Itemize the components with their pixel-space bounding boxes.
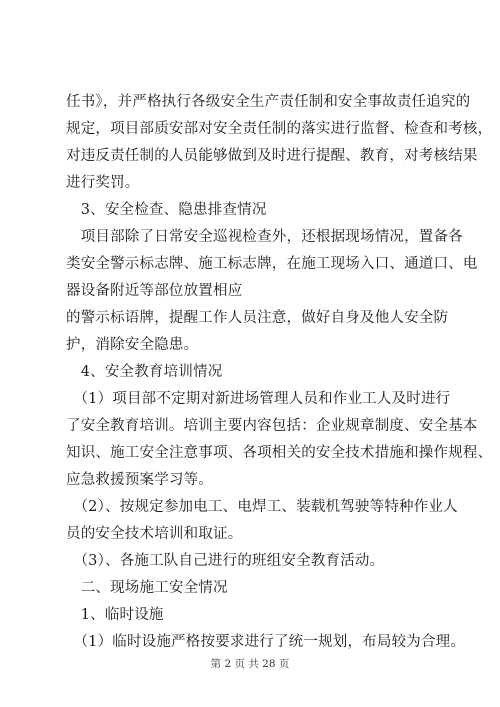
page-indicator: 第 2 页 共 28 页 <box>210 658 290 670</box>
body-line: 规定，项目部质安部对安全责任制的落实进行监督、检查和考核， <box>66 121 493 137</box>
body-line: 了安全教育培训。培训主要内容包括：企业规章制度、安全基本 <box>66 418 478 434</box>
body-line: （1）项目部不定期对新进场管理人员和作业工人及时进行 <box>66 391 451 407</box>
body-line: 对违反责任制的人员能够做到及时进行提醒、教育，对考核结果 <box>66 148 478 164</box>
body-line: （2）、按规定参加电工、电焊工、装载机驾驶等特种作业人 <box>66 499 458 515</box>
section-heading: 3、安全检查、隐患排查情况 <box>66 202 267 218</box>
body-line: 应急救援预案学习等。 <box>66 472 213 488</box>
body-line: 的警示标语牌，提醒工作人员注意，做好自身及他人安全防 <box>66 310 449 326</box>
body-line: 知识、施工安全注意事项、各项相关的安全技术措施和操作规程、 <box>66 445 493 461</box>
body-line: 进行奖罚。 <box>66 175 140 191</box>
section-heading: 二、现场施工安全情况 <box>66 580 228 596</box>
body-line: 员的安全技术培训和取证。 <box>66 526 243 542</box>
body-line: 类安全警示标志牌、施工标志牌，在施工现场入口、通道口、电 <box>66 256 478 272</box>
body-line: 项目部除了日常安全巡视检查外，还根据现场情况，置备各 <box>66 229 463 245</box>
body-line: （3）、各施工队自己进行的班组安全教育活动。 <box>66 553 385 569</box>
body-line: （1）临时设施严格按要求进行了统一规划，布局较为合理。 <box>66 634 466 650</box>
section-heading: 1、临时设施 <box>66 607 164 623</box>
body-line: 护，消除安全隐患。 <box>66 337 199 353</box>
body-line: 器设备附近等部位放置相应 <box>66 283 243 299</box>
section-heading: 4、安全教育培训情况 <box>66 364 223 380</box>
body-line: 任书》，并严格执行各级安全生产责任制和安全事故责任追究的 <box>66 94 471 110</box>
